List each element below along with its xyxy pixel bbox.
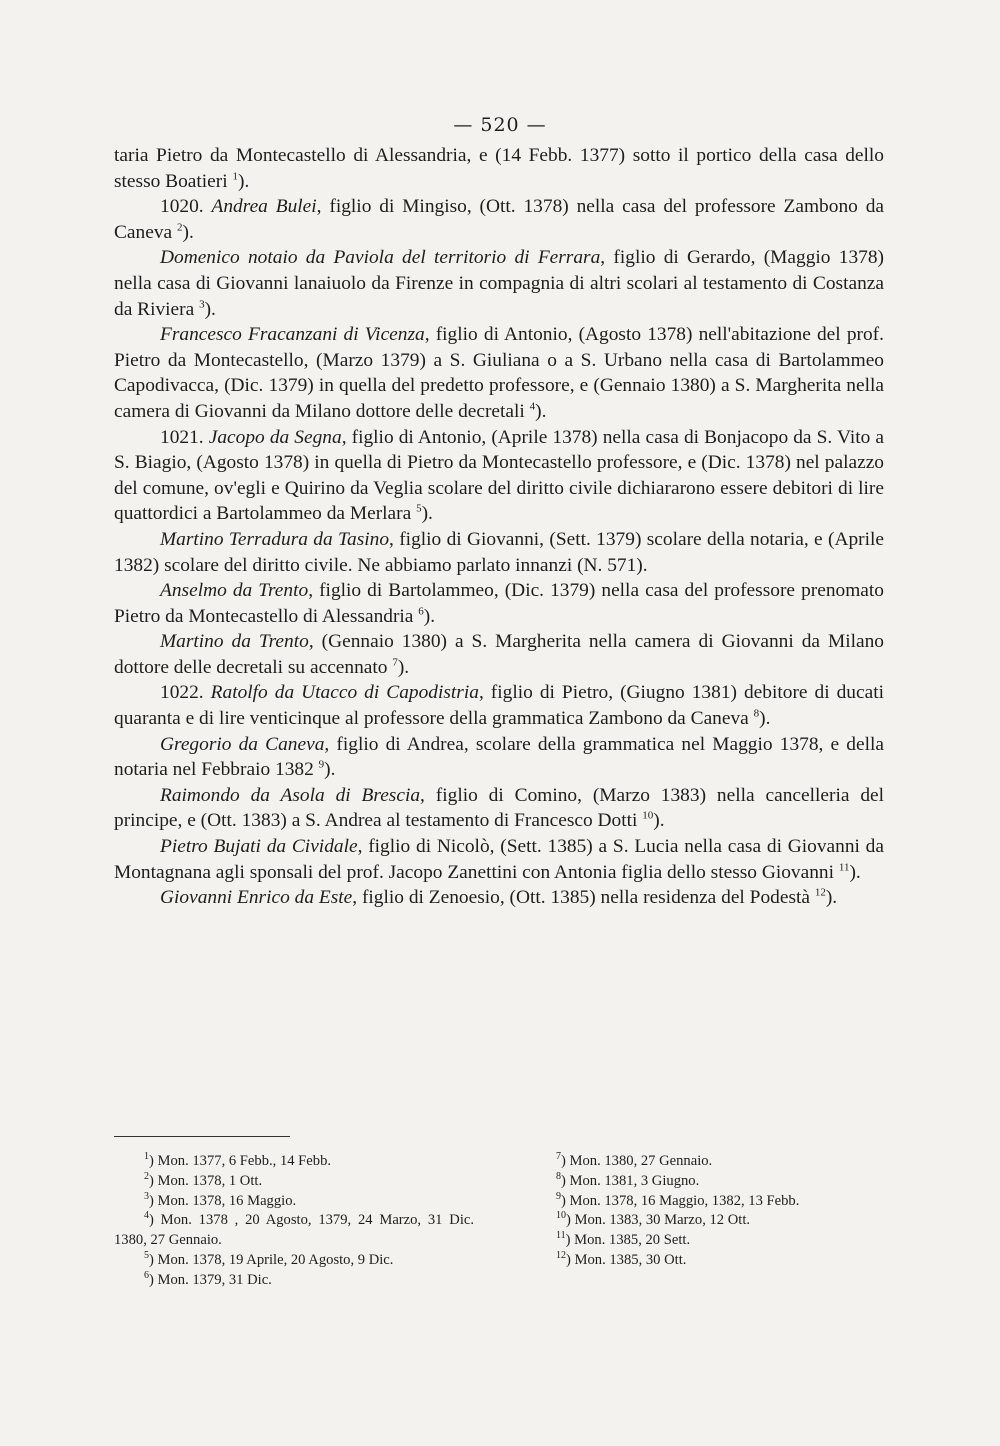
footnote: $^8$) Mon. 1381, 3 Giugno. [556, 1170, 700, 1189]
paragraph: taria Pietro da Montecastello di Alessandria, e (14 Febb. 1377) sotto il portico della casa dello stesso Boatieri $^1$). [114, 145, 884, 192]
footnotes-right-column [526, 1152, 886, 1271]
footnote: $^{12}$) Mon. 1385, 30 Ott. [556, 1250, 687, 1268]
footnote: $^{11}$) Mon. 1385, 20 Sett. [556, 1230, 691, 1249]
paragraph: Martino Terradura da Tasino, figlio di Giovanni, (Sett. 1379) scolare della notaria, e (Aprile 1382) scolare del diritto civile. Ne abbiamo parlato innanzi (N. 571). [114, 528, 884, 576]
paragraph: Raimondo da Asola di Brescia, figlio di Comino, (Marzo 1383) nella cancelleria del principe, e (Ott. 1383) a S. Andrea al testamento di Francesco Dotti $^{10}$). [114, 784, 885, 832]
footnote: $^3$) Mon. 1378, 16 Maggio. [144, 1190, 297, 1209]
footnote: $^4$) Mon. 1378 , 20 Agosto, 1379, 24 Marzo, 31 Dic. 1380, 27 Gennaio. [114, 1210, 474, 1249]
person-name: Martino da Trento [160, 631, 309, 653]
footnote-ref: 11 [838, 861, 850, 874]
person-name: Anselmo da Trento [160, 580, 309, 602]
person-name: Jacopo da Segna [208, 426, 342, 448]
entry-number: 1021. [160, 426, 204, 448]
footnote: $^{10}$) Mon. 1383, 30 Marzo, 12 Ott. [556, 1210, 751, 1229]
footnote-ref: 3 [199, 298, 205, 311]
person-name: Andrea Bulei [211, 196, 317, 218]
body-text [114, 143, 884, 911]
entry-number: 1020. [160, 196, 204, 218]
paragraph: Francesco Fracanzani di Vicenza, figlio di Antonio, (Agosto 1378) nell'abitazione del prof. Pietro da Montecastello, (Marzo 1379) a S. Giuliana o a S. Urbano nella casa di Bartolammeo Capodivacca, (Dic. 1379) in quella del predetto professore, e (Gennaio 1380) a S. Margherita nella camera di Giovanni da Milano dottore delle decretali $^4$). [114, 324, 884, 422]
entry-number: 1022. [160, 682, 204, 704]
footnote: $^1$) Mon. 1377, 6 Febb., 14 Febb. [144, 1151, 332, 1169]
paragraph: Martino da Trento, (Gennaio 1380) a S. Margherita nella camera di Giovanni da Milano dottore delle decretali su accennato $^7$). [114, 631, 884, 678]
person-name: Pietro Bujati da Cividale [160, 836, 358, 858]
person-name: Ratolfo da Utacco di Capodistria [210, 682, 479, 704]
footnote-ref: 10 [642, 809, 654, 822]
footnote-ref: 2 [177, 221, 183, 234]
person-name: Raimondo da Asola di Brescia [160, 784, 421, 806]
footnote: $^7$) Mon. 1380, 27 Gennaio. [556, 1151, 713, 1169]
footnote-ref: 12 [814, 886, 826, 899]
paragraph: Giovanni Enrico da Este, figlio di Zenoesio, (Ott. 1385) nella residenza del Podestà $^{12}$). [160, 886, 838, 909]
page-number: — 520 — [453, 114, 547, 136]
footnotes-left-column [114, 1152, 474, 1291]
paragraph: Anselmo da Trento, figlio di Bartolammeo, (Dic. 1379) nella casa del professore prenomato Pietro da Montecastello di Alessandria $^6$). [114, 580, 884, 627]
footnote-ref: 9 [318, 758, 325, 771]
footnote-ref: 8 [753, 707, 760, 720]
paragraph: Gregorio da Caneva, figlio di Andrea, scolare della grammatica nel Maggio 1378, e della notaria nel Febbraio 1382 $^9$). [114, 733, 884, 781]
footnote: $^5$) Mon. 1378, 19 Aprile, 20 Agosto, 9 Dic. [144, 1250, 394, 1268]
footnote: $^9$) Mon. 1378, 16 Maggio, 1382, 13 Febb. [556, 1190, 800, 1209]
footnote-ref: 5 [416, 502, 422, 515]
footnote-ref: 4 [529, 400, 536, 413]
paragraph: 1020. Andrea Bulei, figlio di Mingiso, (Ott. 1378) nella casa del professore Zambono da Caneva $^2$). [114, 196, 885, 243]
person-name: Francesco Fracanzani di Vicenza [160, 324, 425, 346]
footnote-ref: 1 [232, 170, 238, 183]
paragraph: 1021. Jacopo da Segna, figlio di Antonio, (Aprile 1378) nella casa di Bonjacopo da S. Vito a S. Biagio, (Agosto 1378) in quella di Pietro da Montecastello professore, e (Dic. 1378) nel palazzo del comune, ov'egli e Quirino da Veglia scolare del diritto civile dichiararono essere debitori di lire quattordici a Bartolammeo da Merlara $^5$). [114, 426, 884, 525]
footnote: $^6$) Mon. 1379, 31 Dic. [144, 1269, 272, 1288]
paragraph: Pietro Bujati da Cividale, figlio di Nicolò, (Sett. 1385) a S. Lucia nella casa di Giovanni da Montagnana agli sponsali del prof. Jacopo Zanettini con Antonia figlia dello stesso Giovanni $^{11}$). [114, 836, 884, 883]
footnote-ref: 6 [418, 605, 424, 618]
footnote-ref: 7 [392, 656, 398, 669]
paragraph: 1022. Ratolfo da Utacco di Capodistria, figlio di Pietro, (Giugno 1381) debitore di ducati quaranta e di lire venticinque al professore della grammatica Zambono da Caneva $^8$). [114, 682, 884, 730]
person-name: Gregorio da Caneva [160, 733, 325, 755]
person-name: Domenico notaio da Paviola del territorio di Ferrara [160, 247, 601, 269]
footnote-divider [114, 1136, 290, 1137]
footnote: $^2$) Mon. 1378, 1 Ott. [144, 1170, 263, 1189]
person-name: Giovanni Enrico da Este [160, 887, 353, 909]
paragraph: Domenico notaio da Paviola del territorio di Ferrara, figlio di Gerardo, (Maggio 1378) nella casa di Giovanni lanaiuolo da Firenze in compagnia di altri scolari al testamento di Costanza da Riviera $^3$). [114, 247, 884, 320]
person-name: Martino Terradura da Tasino [160, 528, 390, 550]
